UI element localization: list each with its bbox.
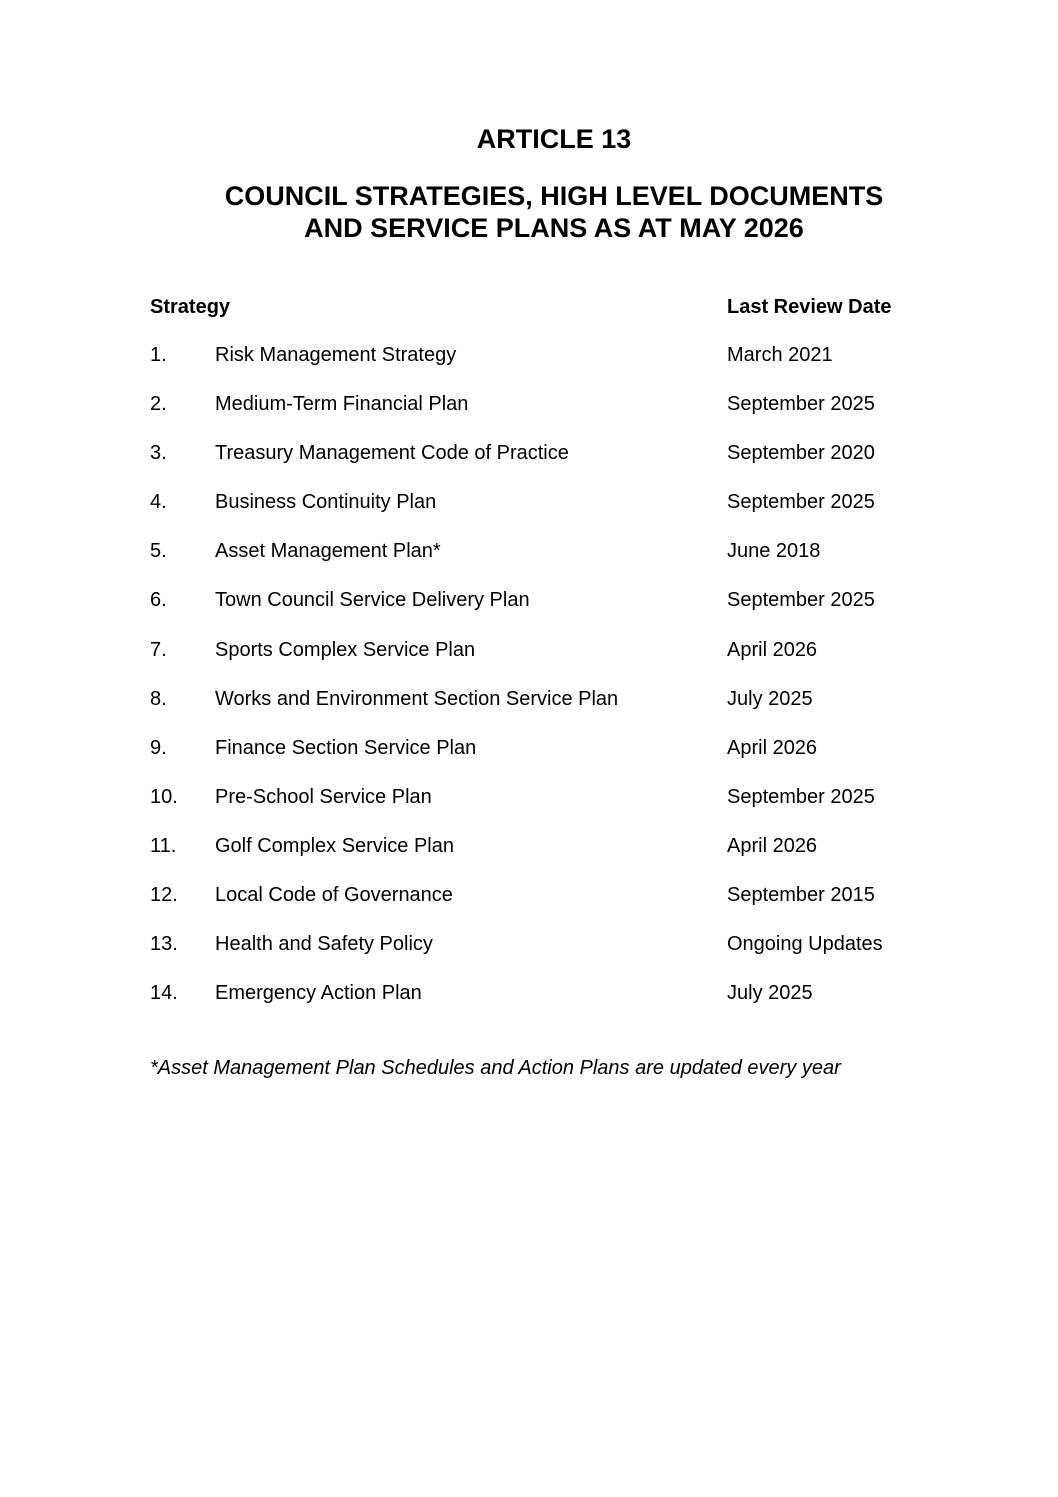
strategy-name: Emergency Action Plan <box>215 982 422 1005</box>
row-number: 6. <box>150 589 167 612</box>
strategy-name: Pre-School Service Plan <box>215 785 432 808</box>
review-date: September 2025 <box>727 491 875 514</box>
table-row <box>150 930 910 979</box>
row-number: 2. <box>150 393 167 416</box>
document-title-line-1: COUNCIL STRATEGIES, HIGH LEVEL DOCUMENTS <box>224 181 884 211</box>
strategy-name: Local Code of Governance <box>215 884 453 907</box>
last-review-date-column-header: Last Review Date <box>727 296 892 318</box>
table-header <box>150 293 910 321</box>
row-number: 3. <box>150 442 167 465</box>
table-row <box>150 636 910 685</box>
row-number: 1. <box>150 344 167 366</box>
strategy-name: Business Continuity Plan <box>215 491 437 514</box>
strategy-name: Health and Safety Policy <box>215 933 433 956</box>
review-date: April 2026 <box>727 736 818 759</box>
review-date: September 2025 <box>727 393 875 416</box>
strategy-list <box>150 341 910 1028</box>
table-row <box>150 832 910 881</box>
document-title <box>0 180 1058 244</box>
table-row <box>150 537 910 586</box>
review-date: April 2026 <box>727 638 818 661</box>
review-date: April 2026 <box>727 834 818 857</box>
row-number: 4. <box>150 491 167 514</box>
table-row <box>150 783 910 832</box>
row-number: 5. <box>150 540 167 563</box>
row-number: 12. <box>150 884 178 907</box>
table-row <box>150 586 910 635</box>
row-number: 9. <box>150 736 167 759</box>
strategy-name: Works and Environment Section Service Plan <box>215 687 619 710</box>
review-date: September 2020 <box>727 442 875 465</box>
article-title: ARTICLE 13 <box>476 124 632 154</box>
strategy-name: Town Council Service Delivery Plan <box>215 589 530 612</box>
table-row <box>150 390 910 439</box>
strategy-name: Sports Complex Service Plan <box>215 638 476 661</box>
row-number: 7. <box>150 638 167 661</box>
table-row <box>150 979 910 1028</box>
strategy-name: Risk Management Strategy <box>215 344 457 366</box>
document-title-line-2: AND SERVICE PLANS AS AT MAY 2026 <box>304 213 804 243</box>
row-number: 10. <box>150 785 178 808</box>
strategy-name: Treasury Management Code of Practice <box>215 442 569 465</box>
strategy-column-header: Strategy <box>150 296 231 318</box>
footnote: *Asset Management Plan Schedules and Action Plans are updated every year <box>150 1057 841 1079</box>
strategy-name: Finance Section Service Plan <box>215 736 477 759</box>
table-row <box>150 685 910 734</box>
table-row <box>150 488 910 537</box>
strategy-name: Golf Complex Service Plan <box>215 834 454 857</box>
table-row <box>150 881 910 930</box>
row-number: 14. <box>150 982 178 1005</box>
strategy-name: Medium-Term Financial Plan <box>215 393 469 416</box>
review-date: September 2025 <box>727 589 875 612</box>
review-date: September 2025 <box>727 785 875 808</box>
review-date: June 2018 <box>727 540 821 563</box>
review-date: July 2025 <box>727 982 813 1005</box>
table-row <box>150 734 910 783</box>
row-number: 13. <box>150 933 178 956</box>
review-date: July 2025 <box>727 687 813 710</box>
review-date: September 2015 <box>727 884 875 907</box>
table-row <box>150 439 910 488</box>
row-number: 11. <box>150 834 177 857</box>
table-row <box>150 341 910 390</box>
strategy-name: Asset Management Plan* <box>215 540 441 563</box>
review-date: Ongoing Updates <box>727 933 883 956</box>
review-date: March 2021 <box>727 344 833 366</box>
row-number: 8. <box>150 687 167 710</box>
